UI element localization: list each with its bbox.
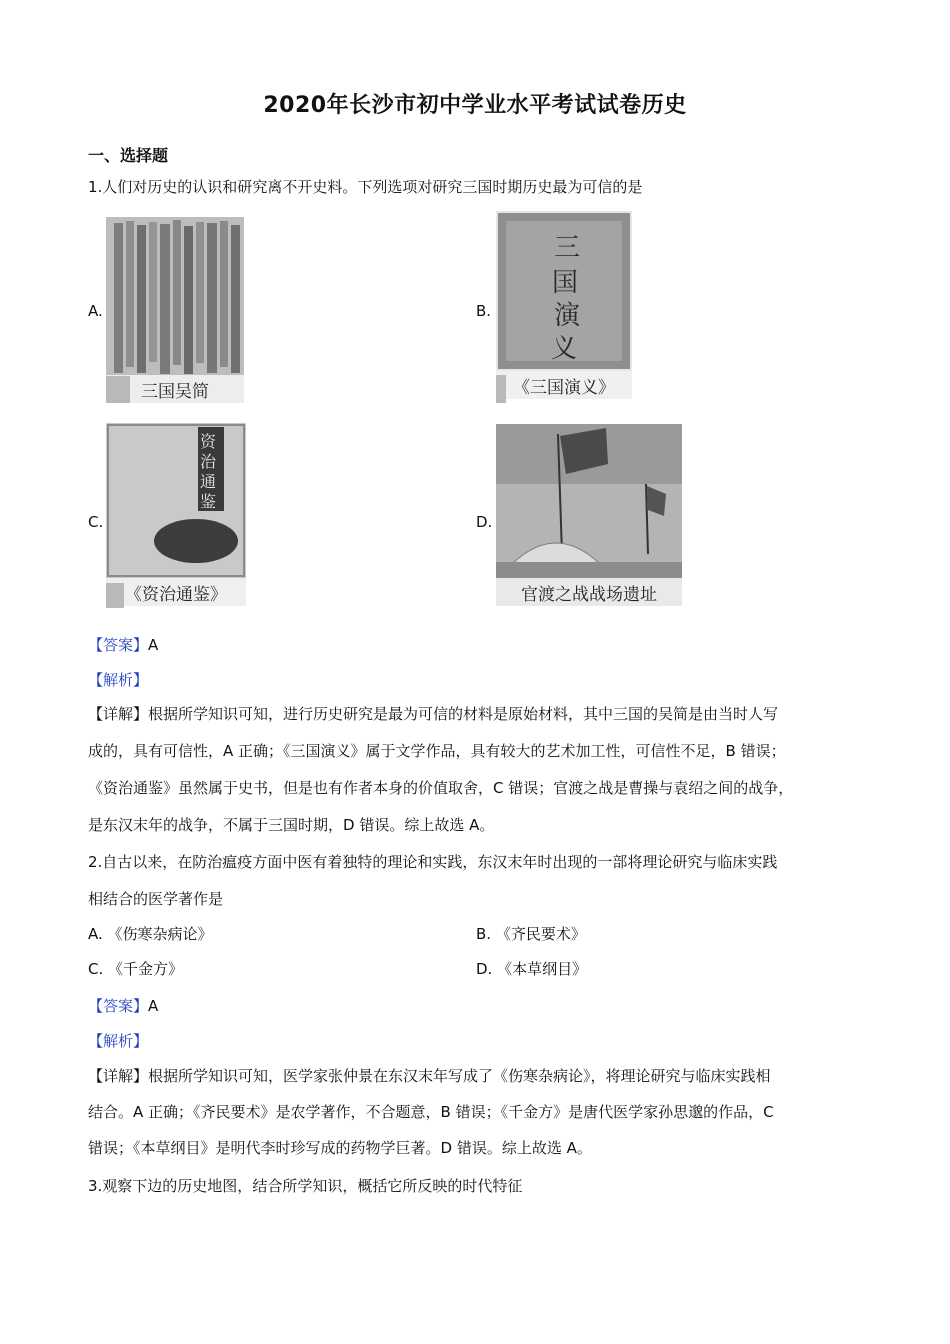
detail-text: 根据所学知识可知，医学家张仲景在东汉末年写成了《伤寒杂病论》，将理论研究与临床实践相 — [148, 1067, 771, 1085]
detail-text: 根据所学知识可知，进行历史研究是最为可信的材料是原始材料，其中三国的吴简是由当时人写 — [148, 705, 779, 723]
q1-option-c-cover-char-1: 资 — [200, 432, 217, 451]
q1-detail-line-4: 是东汉末年的战争，不属于三国时期，D 错误。综上故选 A。 — [88, 816, 495, 834]
q1-detail-line-3: 《资治通鉴》虽然属于史书，但是也有作者本身的价值取舍，C 错误；官渡之战是曹操与袁绍之间的战争， — [88, 779, 794, 797]
q1-option-c-cover-char-3: 通 — [200, 472, 217, 491]
option-letter: A. — [88, 925, 103, 943]
section-heading: 一、选择题 — [88, 146, 169, 165]
q1-option-d-image — [496, 424, 682, 606]
book-cover-icon — [496, 211, 632, 371]
q1-option-c-caption: 《资治通鉴》 — [106, 578, 246, 606]
option-text: 《本草纲目》 — [497, 960, 588, 978]
option-text: 《伤寒杂病论》 — [107, 925, 213, 943]
q2-option-b — [476, 927, 586, 942]
q3-stem: 3.观察下边的历史地图，结合所学知识，概括它所反映的时代特征 — [88, 1177, 523, 1195]
answer-label: 【答案】 — [88, 636, 149, 654]
detail-label: 【详解】 — [88, 705, 149, 723]
q2-detail-line-2: 结合。A 正确；《齐民要术》是农学著作，不合题意，B 错误；《千金方》是唐代医学家孙思邈的作品，C — [88, 1103, 774, 1121]
scan-marker — [496, 375, 506, 403]
q1-detail-line-2: 成的，具有可信性，A 正确；《三国演义》属于文学作品，具有较大的艺术加工性，可信性不足，B 错误； — [88, 742, 786, 760]
q2-option-d — [476, 962, 587, 977]
battlefield-site-icon — [496, 424, 682, 578]
q1-option-c-image — [106, 423, 246, 606]
q1-detail-line-1 — [88, 707, 778, 722]
answer-label: 【答案】 — [88, 997, 149, 1015]
q2-detail-line-1 — [88, 1069, 771, 1084]
q2-answer — [88, 999, 158, 1014]
q2-option-a — [88, 927, 213, 942]
q1-option-c-letter: C. — [88, 513, 104, 531]
book-cover-icon — [106, 423, 246, 578]
q2-stem-line-2: 相结合的医学著作是 — [88, 890, 224, 908]
scan-marker — [106, 583, 124, 608]
q1-option-b-cover-char-1: 三 — [554, 233, 581, 263]
page-title: 2020年长沙市初中学业水平考试试卷历史 — [263, 93, 687, 118]
q1-option-c-cover-char-2: 治 — [200, 452, 217, 471]
q1-option-d-letter: D. — [476, 513, 493, 531]
answer-value: A — [148, 636, 159, 654]
q2-stem-line-1: 2.自古以来，在防治瘟疫方面中医有着独特的理论和实践，东汉末年时出现的一部将理论研究与临床实践 — [88, 853, 778, 871]
option-letter: D. — [476, 960, 493, 978]
option-letter: C. — [88, 960, 104, 978]
option-text: 《齐民要术》 — [495, 925, 586, 943]
q1-option-b-letter: B. — [476, 302, 492, 320]
q1-stem: 1.人们对历史的认识和研究离不开史料。下列选项对研究三国时期历史最为可信的是 — [88, 178, 643, 196]
bamboo-slips-icon — [106, 217, 244, 375]
scan-marker — [106, 376, 130, 403]
q1-option-b-cover-char-4: 义 — [551, 334, 578, 364]
q1-option-b-caption: 《三国演义》 — [496, 371, 632, 399]
answer-value: A — [148, 997, 159, 1015]
q1-option-b-cover-char-2: 国 — [552, 268, 579, 298]
detail-label: 【详解】 — [88, 1067, 149, 1085]
option-letter: B. — [476, 925, 492, 943]
q1-answer — [88, 638, 158, 653]
q1-option-b-image — [496, 211, 632, 399]
q1-option-a-letter: A. — [88, 302, 103, 320]
q1-option-a-caption: 三国吴简 — [106, 375, 244, 403]
q1-option-b-cover-char-3: 演 — [554, 301, 581, 331]
q1-analysis-label: 【解析】 — [88, 671, 149, 689]
q1-option-d-caption: 官渡之战战场遗址 — [496, 578, 682, 606]
q2-analysis-label: 【解析】 — [88, 1032, 149, 1050]
option-text: 《千金方》 — [108, 960, 184, 978]
q2-detail-line-3: 错误；《本草纲目》是明代李时珍写成的药物学巨著。D 错误。综上故选 A。 — [88, 1139, 592, 1157]
q1-option-c-cover-char-4: 鉴 — [200, 492, 217, 511]
q2-option-c — [88, 962, 183, 977]
